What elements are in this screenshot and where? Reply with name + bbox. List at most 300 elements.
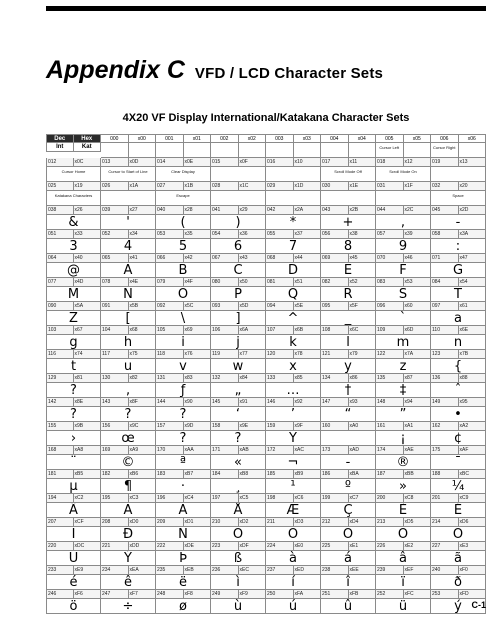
code-cell: 019 [431,158,459,167]
glyph-cell: 6 [211,239,266,254]
code-row [46,422,486,431]
code-cell: 162 [431,422,459,431]
code-cell: 159 [266,422,294,431]
code-cell: x1F [404,182,432,191]
glyph-cell: a [431,311,486,326]
code-cell: x95 [459,398,487,407]
code-cell: 027 [156,182,184,191]
code-cell: x81 [74,374,102,383]
code-cell: xEC [239,566,267,575]
code-cell: x29 [239,206,267,215]
glyph-cell: É [431,503,486,518]
code-cell: 213 [376,518,404,527]
code-cell: x1E [349,182,377,191]
code-cell: x75 [129,350,157,359]
glyph-cell [266,143,294,158]
code-cell: 026 [101,182,129,191]
code-cell: xE1 [349,542,377,551]
code-cell: 107 [266,326,294,335]
code-cell: 236 [211,566,239,575]
code-cell: 209 [156,518,184,527]
code-cell: x9C [129,422,157,431]
code-cell: 158 [211,422,239,431]
code-cell: x27 [129,206,157,215]
glyph-cell: ö [46,599,101,614]
code-cell: 077 [46,278,74,287]
glyph-cell [294,143,322,158]
code-cell: 135 [376,374,404,383]
code-cell: xEB [184,566,212,575]
code-cell: xA9 [129,446,157,455]
glyph-cell: j [211,335,266,350]
code-cell: 197 [211,494,239,503]
glyph-cell [211,167,266,182]
code-cell: x5C [184,302,212,311]
code-cell: 003 [266,134,294,143]
code-cell: x92 [294,398,322,407]
code-cell: x1C [239,182,267,191]
code-cell: x90 [184,398,212,407]
code-cell: 057 [376,230,404,239]
code-cell: 064 [46,254,74,263]
glyph-cell: › [46,431,101,446]
glyph-cell: Ã [101,503,156,518]
glyph-cell: E [321,263,376,278]
glyph-cell: ? [156,431,211,446]
code-cell: 078 [101,278,129,287]
code-cell: xE3 [459,542,487,551]
code-cell: x06 [459,134,487,143]
code-cell: xC6 [294,494,322,503]
code-cell: xB7 [184,470,212,479]
code-cell: x33 [74,230,102,239]
code-cell: 041 [211,206,239,215]
glyph-cell: 8 [321,239,376,254]
code-cell: x51 [294,278,322,287]
glyph-cell: … [266,383,321,398]
code-cell: x5A [74,302,102,311]
code-cell: xBA [349,470,377,479]
glyph-cell: D [266,263,321,278]
code-cell: 006 [431,134,459,143]
glyph-cell: ¨ [46,455,101,470]
glyph-cell [129,143,157,158]
code-cell: 225 [321,542,349,551]
glyph-cell: Ü [46,551,101,566]
glyph-cell: ì [211,575,266,590]
code-cell: xE0 [294,542,322,551]
code-cell: xC3 [129,494,157,503]
glyph-cell: l [321,335,376,350]
code-cell: 091 [101,302,129,311]
glyph-cell: ' [101,215,156,230]
glyph-cell: & [46,215,101,230]
code-cell: x6B [294,326,322,335]
code-row [46,446,486,455]
code-cell: x60 [404,302,432,311]
code-cell: 080 [211,278,239,287]
glyph-cell: m [376,335,431,350]
code-cell: x2C [404,206,432,215]
code-cell: xF7 [129,590,157,599]
code-cell: xC2 [74,494,102,503]
code-cell: 235 [156,566,184,575]
code-cell: 129 [46,374,74,383]
code-cell: x9E [239,422,267,431]
code-cell: x54 [459,278,487,287]
glyph-cell: î [321,575,376,590]
glyph-cell [266,167,321,182]
glyph-cell: ï [376,575,431,590]
code-cell: x78 [294,350,322,359]
code-cell: 146 [266,398,294,407]
code-cell: 096 [376,302,404,311]
code-cell: 053 [156,230,184,239]
code-cell: 122 [376,350,404,359]
code-cell: xB5 [74,470,102,479]
code-cell: x04 [349,134,377,143]
glyph-cell [431,167,486,182]
glyph-cell: Scroll Mode Off [321,167,376,182]
glyph-cell: Ñ [156,527,211,542]
code-cell: x35 [184,230,212,239]
code-cell: 116 [46,350,74,359]
code-cell: x94 [404,398,432,407]
code-cell: 018 [376,158,404,167]
glyph-cell: Ö [431,527,486,542]
code-cell: 058 [431,230,459,239]
code-cell: x00 [129,134,157,143]
code-cell: 042 [266,206,294,215]
table-caption: 4X20 VF Display International/Katakana Character Sets [122,112,410,124]
code-cell: x19 [74,182,102,191]
code-row [46,590,486,599]
code-cell: 000 [101,134,129,143]
code-cell: 090 [46,302,74,311]
code-cell: 054 [211,230,239,239]
glyph-cell: _ [321,311,376,326]
glyph-cell [404,143,432,158]
glyph-cell: v [156,359,211,374]
code-cell: x41 [129,254,157,263]
code-cell: 200 [376,494,404,503]
glyph-row [46,431,486,446]
glyph-cell: \ [156,311,211,326]
glyph-cell: ¯ [431,455,486,470]
code-cell: 248 [156,590,184,599]
code-cell: 226 [376,542,404,551]
code-cell: x43 [239,254,267,263]
code-cell: xAE [404,446,432,455]
code-cell: 187 [376,470,404,479]
code-cell: x83 [184,374,212,383]
glyph-cell: ð [431,575,486,590]
glyph-cell: Z [46,311,101,326]
code-cell: 212 [321,518,349,527]
code-cell: x87 [404,374,432,383]
glyph-cell: Â [46,503,101,518]
code-cell: 056 [321,230,349,239]
glyph-cell [266,191,321,206]
glyph-cell: Cursor Right [431,143,459,158]
glyph-cell: ? [46,407,101,422]
code-cell: 237 [266,566,294,575]
code-cell: x36 [239,230,267,239]
code-cell: xDE [184,542,212,551]
code-cell: 181 [46,470,74,479]
code-cell: 065 [101,254,129,263]
glyph-cell: ‘ [211,407,266,422]
glyph-cell: Ð [101,527,156,542]
glyph-cell: Å [211,503,266,518]
code-row [46,494,486,503]
code-cell: 185 [266,470,294,479]
code-row [46,182,486,191]
code-cell: 028 [211,182,239,191]
code-cell: 051 [46,230,74,239]
glyph-cell: S [376,287,431,302]
glyph-cell: Space [431,191,486,206]
code-cell: x0D [129,158,157,167]
code-row [46,542,486,551]
code-cell: 214 [431,518,459,527]
glyph-cell: u [101,359,156,374]
code-row [46,566,486,575]
code-cell: 239 [376,566,404,575]
code-cell: xDC [74,542,102,551]
glyph-row [46,311,486,326]
glyph-cell: [ [101,311,156,326]
code-cell: 083 [376,278,404,287]
code-cell: x50 [239,278,267,287]
code-cell: 133 [266,374,294,383]
code-cell: xA1 [404,422,432,431]
glyph-row [46,455,486,470]
glyph-cell: ß [211,551,266,566]
glyph-cell: Scroll Mode On [376,167,431,182]
code-cell: 251 [321,590,349,599]
glyph-row [46,599,486,614]
code-cell: x7B [459,350,487,359]
glyph-cell [321,431,376,446]
code-cell: 160 [321,422,349,431]
code-cell: 144 [156,398,184,407]
glyph-cell: * [266,215,321,230]
glyph-cell: ’ [266,407,321,422]
code-cell: x79 [349,350,377,359]
code-cell: 121 [321,350,349,359]
code-cell: x44 [294,254,322,263]
code-cell: xAB [239,446,267,455]
glyph-cell: á [321,551,376,566]
code-cell: x12 [404,158,432,167]
code-cell: 253 [431,590,459,599]
glyph-cell: 3 [46,239,101,254]
code-cell: x03 [294,134,322,143]
glyph-cell: i [156,335,211,350]
glyph-cell [101,191,156,206]
code-cell: 224 [266,542,294,551]
code-cell: 143 [101,398,129,407]
glyph-cell [184,143,212,158]
code-cell: 142 [46,398,74,407]
glyph-cell [211,143,239,158]
glyph-cell: ‚ [101,383,156,398]
code-cell: x0E [184,158,212,167]
code-cell: x91 [239,398,267,407]
code-cell: 169 [101,446,129,455]
glyph-cell: ¸ [211,479,266,494]
code-cell: xEE [349,566,377,575]
glyph-cell: ¹ [266,479,321,494]
glyph-cell: Æ [266,503,321,518]
code-cell: 012 [46,158,74,167]
code-cell: 066 [156,254,184,263]
glyph-cell: B [156,263,211,278]
code-row [46,470,486,479]
code-cell: 175 [431,446,459,455]
code-cell: x2B [349,206,377,215]
code-cell: x6C [349,326,377,335]
code-cell: x11 [349,158,377,167]
code-cell: 097 [431,302,459,311]
glyph-row [46,503,486,518]
glyph-cell: { [431,359,486,374]
page-number: C-1 [471,600,486,610]
glyph-cell: ? [211,431,266,446]
glyph-row [46,527,486,542]
code-cell: 174 [376,446,404,455]
glyph-cell: ¡ [376,431,431,446]
code-cell: 220 [46,542,74,551]
code-cell: 039 [101,206,129,215]
code-cell: 092 [156,302,184,311]
glyph-cell: Ò [211,527,266,542]
code-cell: 038 [46,206,74,215]
code-cell: x46 [404,254,432,263]
glyph-cell: - [431,215,486,230]
code-cell: xD0 [129,518,157,527]
code-cell: 094 [266,302,294,311]
code-cell: 199 [321,494,349,503]
code-cell: 184 [211,470,239,479]
code-cell: x9B [74,422,102,431]
code-cell: 109 [376,326,404,335]
code-cell: x8E [74,398,102,407]
glyph-cell: x [266,359,321,374]
code-cell: 234 [101,566,129,575]
code-cell: 044 [376,206,404,215]
code-cell: 093 [211,302,239,311]
code-cell: xB8 [239,470,267,479]
code-cell: x1B [184,182,212,191]
code-cell: 196 [156,494,184,503]
header-dec-label: Dec [46,134,74,143]
code-cell: xD5 [404,518,432,527]
code-row [46,518,486,527]
code-cell: x3A [459,230,487,239]
code-cell: 233 [46,566,74,575]
glyph-cell: y [321,359,376,374]
code-cell: x61 [459,302,487,311]
code-cell: xDD [129,542,157,551]
code-cell: x85 [294,374,322,383]
glyph-cell: T [431,287,486,302]
code-cell: 105 [156,326,184,335]
code-cell: 013 [101,158,129,167]
code-cell: xAD [349,446,377,455]
code-cell: x6A [239,326,267,335]
code-cell: x01 [184,134,212,143]
glyph-cell: Ó [266,527,321,542]
glyph-cell: „ [211,383,266,398]
code-row [46,230,486,239]
glyph-cell: k [266,335,321,350]
code-cell: xC7 [349,494,377,503]
code-cell: 194 [46,494,74,503]
glyph-cell: Cursor Home [46,167,101,182]
code-cell: x67 [74,326,102,335]
glyph-cell: é [46,575,101,590]
code-row [46,326,486,335]
header-int-label: Int [46,143,74,152]
code-cell: xED [294,566,322,575]
code-cell: x0C [74,158,102,167]
code-cell: 103 [46,326,74,335]
appendix-title: Appendix C [46,56,185,84]
code-cell: xB6 [129,470,157,479]
code-cell: 015 [211,158,239,167]
code-cell: x84 [239,374,267,383]
code-cell: 147 [321,398,349,407]
code-cell: 004 [321,134,349,143]
glyph-cell: â [376,551,431,566]
code-cell: 040 [156,206,184,215]
code-cell: x26 [74,206,102,215]
glyph-cell [321,143,349,158]
code-cell: x4F [184,278,212,287]
glyph-cell: à [266,551,321,566]
code-cell: 043 [321,206,349,215]
glyph-cell: ® [376,455,431,470]
code-cell: x5B [129,302,157,311]
code-cell: 227 [431,542,459,551]
glyph-row [46,239,486,254]
code-cell: x2D [459,206,487,215]
glyph-cell: ÷ [101,599,156,614]
glyph-cell: ø [156,599,211,614]
code-cell: 240 [431,566,459,575]
glyph-cell [321,191,376,206]
code-cell: x05 [404,134,432,143]
code-cell: 198 [266,494,294,503]
glyph-cell: ‡ [376,383,431,398]
code-cell: x10 [294,158,322,167]
glyph-cell: 7 [266,239,321,254]
code-cell: 156 [101,422,129,431]
glyph-cell: Õ [376,527,431,542]
glyph-row [46,167,486,182]
code-cell: 068 [266,254,294,263]
glyph-cell: Q [266,287,321,302]
code-cell: 145 [211,398,239,407]
header-hex-label: Hex [74,134,102,143]
code-cell: xAA [184,446,212,455]
code-cell: 171 [211,446,239,455]
code-cell: 001 [156,134,184,143]
glyph-cell: Þ [156,551,211,566]
code-cell: 250 [266,590,294,599]
